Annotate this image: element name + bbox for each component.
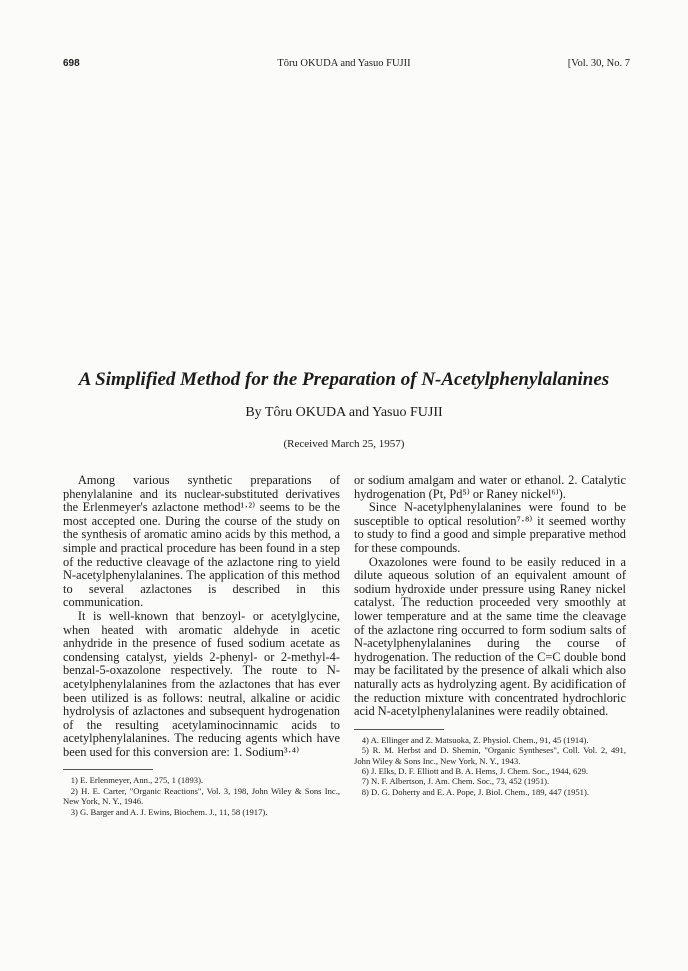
- body-paragraph: It is well-known that benzoyl- or acetylglycine, when heated with aromatic aldehyde in acetic anhydride in the presence of fused sodium acetate as condensing catalyst, yields 2-phenyl- or 2-methyl-4-benzal-5-oxazolone respectively. The route to N-acetylphenylalanines from the azlactones that has ever been utilized is as follows: neutral, alkaline or acidic hydrolysis of azlactones and subsequent hydrogenation of the resulting acetylaminocinnamic acids to acetylphenylalanines. The reducing agents which have been used for this conversion are: 1. Sodium³·⁴⁾: [63, 608, 340, 759]
- page-number: 698: [63, 58, 80, 69]
- footnote: 6) J. Elks, D. F. Elliott and B. A. Hems, J. Chem. Soc., 1944, 629.: [361, 765, 589, 776]
- footnotes-right: [354, 735, 626, 797]
- footnote-divider: [354, 729, 444, 730]
- footnote: 5) R. M. Herbst and D. Shemin, "Organic Syntheses", Coll. Vol. 2, 491, John Wiley & Sons Inc., New York, N. Y., 1943.: [354, 745, 626, 766]
- body-paragraph: Since N-acetylphenylalanines were found to be susceptible to optical resolution⁷·⁸⁾ it seemed worthy to study to find a good and simple preparative method for these compounds.: [354, 500, 626, 555]
- footnote: 7) N. F. Albertson, J. Am. Chem. Soc., 73, 452 (1951).: [361, 776, 550, 787]
- footnote: 4) A. Ellinger and Z. Matsuoka, Z. Physiol. Chem., 91, 45 (1914).: [361, 734, 589, 745]
- footnote-divider: [63, 769, 153, 770]
- body-paragraph: Oxazolones were found to be easily reduced in a dilute aqueous solution of an equivalent amount of sodium hydroxide under pressure using Raney nickel catalyst. The reduction proceeded very smoothly at lower temperature and at the same time the cleavage of the azlactone ring occurred to form sodium salts of N-acetylphenylalanines during the course of hydrogenation. The reduction of the C=C double bond may be facilitated by the presence of alkali which also naturally acts as hydrolyzing agent. By acidification of the reduction mixture with concentrated hydrochloric acid N-acetylphenylalanines were readily obtained.: [354, 554, 626, 719]
- left-column: [63, 474, 340, 817]
- running-head-authors: Tôru OKUDA and Yasuo FUJII: [277, 58, 411, 69]
- body-paragraph: Among various synthetic preparations of phenylalanine and its nuclear-substituted derivatives the Erlenmeyer's azlactone method¹·²⁾ seems to be the most accepted one. During the course of the study on the synthesis of aromatic amino acids by this method, a simple and practical procedure has been found in a step of the reductive cleavage of the azlactone ring to yield N-acetylphenylalanines. The application of this method to several azlactones is described in this communication.: [63, 473, 340, 610]
- footnote: 3) G. Barger and A. J. Ewins, Biochem. J., 11, 58 (1917).: [70, 806, 268, 817]
- footnotes-left: [63, 775, 340, 817]
- received-date: (Received March 25, 1957): [283, 438, 405, 450]
- running-head-volume: [Vol. 30, No. 7: [567, 58, 630, 69]
- footnote: 2) H. E. Carter, "Organic Reactions", Vol. 3, 198, John Wiley & Sons Inc., New York, N. Y., 1946.: [63, 785, 340, 807]
- body-paragraph-continued: or sodium amalgam and water or ethanol. 2. Catalytic hydrogenation (Pt, Pd⁵⁾ or Raney nickel⁶⁾).: [354, 473, 626, 501]
- footnote: 1) E. Erlenmeyer, Ann., 275, 1 (1893).: [70, 775, 204, 786]
- author-byline: By Tôru OKUDA and Yasuo FUJII: [245, 405, 443, 420]
- footnote: 8) D. G. Doherty and E. A. Pope, J. Biol. Chem., 189, 447 (1951).: [361, 786, 589, 797]
- right-column: [354, 474, 626, 797]
- article-title: A Simplified Method for the Preparation of N-Acetylphenylalanines: [78, 369, 610, 390]
